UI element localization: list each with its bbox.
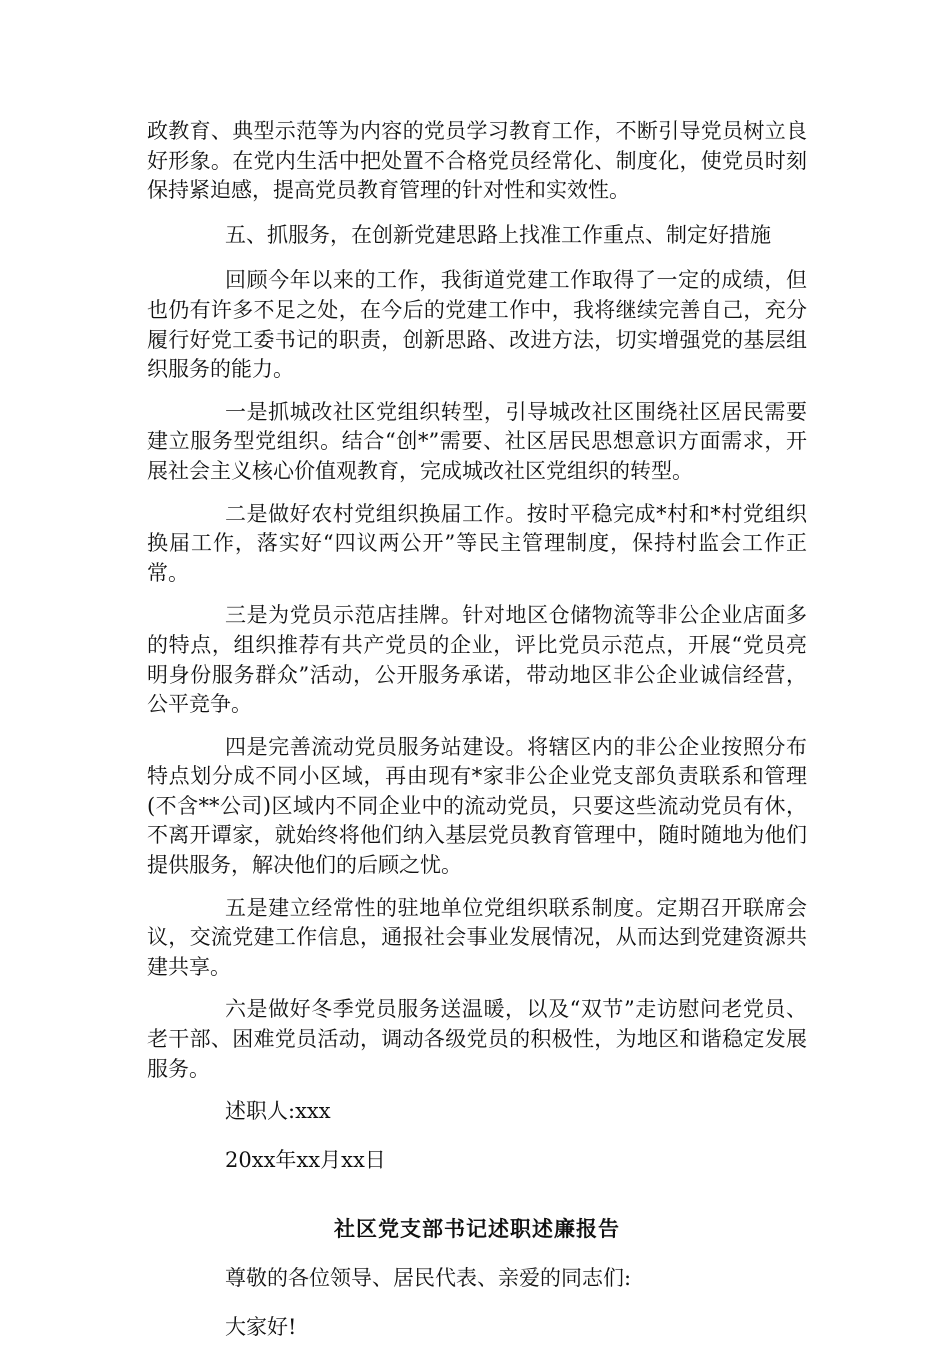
salutation-line: 尊敬的各位领导、居民代表、亲爱的同志们: <box>225 1266 632 1291</box>
paragraph-item-six: 六是做好冬季党员服务送温暖，以及“双节”走访慰问老党员、老干部、困难党员活动，调动各级党员的积极性，为地区和谐稳定发展服务。 <box>147 997 807 1081</box>
paragraph-item-three: 三是为党员示范店挂牌。针对地区仓储物流等非公企业店面多的特点，组织推荐有共产党员的企业，评比党员示范点，开展“党员亮明身份服务群众”活动，公开服务承诺，带动地区非公企业诚信经营，公平竞争。 <box>147 603 807 717</box>
paragraph-review: 回顾今年以来的工作，我街道党建工作取得了一定的成绩，但也仍有许多不足之处，在今后的党建工作中，我将继续完善自己，充分履行好党工委书记的职责，创新思路、改进方法，切实增强党的基层组织服务的能力。 <box>147 268 807 382</box>
paragraph-item-one: 一是抓城改社区党组织转型，引导城改社区围绕社区居民需要建立服务型党组织。结合“创*”需要、社区居民思想意识方面需求，开展社会主义核心价值观教育，完成城改社区党组织的转型。 <box>147 399 807 483</box>
signature-line: 述职人:xxx <box>225 1099 331 1124</box>
report-title: 社区党支部书记述职述廉报告 <box>334 1216 620 1242</box>
paragraph-item-five: 五是建立经常性的驻地单位党组织联系制度。定期召开联席会议，交流党建工作信息，通报社会事业发展情况，从而达到党建资源共建共享。 <box>147 895 807 979</box>
greeting-line: 大家好! <box>225 1315 297 1339</box>
paragraph-item-four: 四是完善流动党员服务站建设。将辖区内的非公企业按照分布特点划分成不同小区域，再由现有*家非公企业党支部负责联系和管理(不含**公司)区域内不同企业中的流动党员，只要这些流动党员有休，不离开谭家，就始终将他们纳入基层党员教育管理中，随时随地为他们提供服务，解决他们的后顾之忧。 <box>147 734 807 878</box>
paragraph-item-two: 二是做好农村党组织换届工作。按时平稳完成*村和*村党组织换届工作，落实好“四议两公开”等民主管理制度，保持村监会工作正常。 <box>147 501 807 585</box>
document-page <box>147 117 807 1362</box>
section-spacer <box>147 1194 807 1214</box>
paragraph-continuation: 政教育、典型示范等为内容的党员学习教育工作，不断引导党员树立良好形象。在党内生活中把处置不合格党员经常化、制度化，使党员时刻保持紧迫感，提高党员教育管理的针对性和实效性。 <box>147 119 807 203</box>
section-heading-five: 五、抓服务，在创新党建思路上找准工作重点、制定好措施 <box>225 222 771 247</box>
date-line: 20xx年xx月xx日 <box>225 1147 386 1172</box>
